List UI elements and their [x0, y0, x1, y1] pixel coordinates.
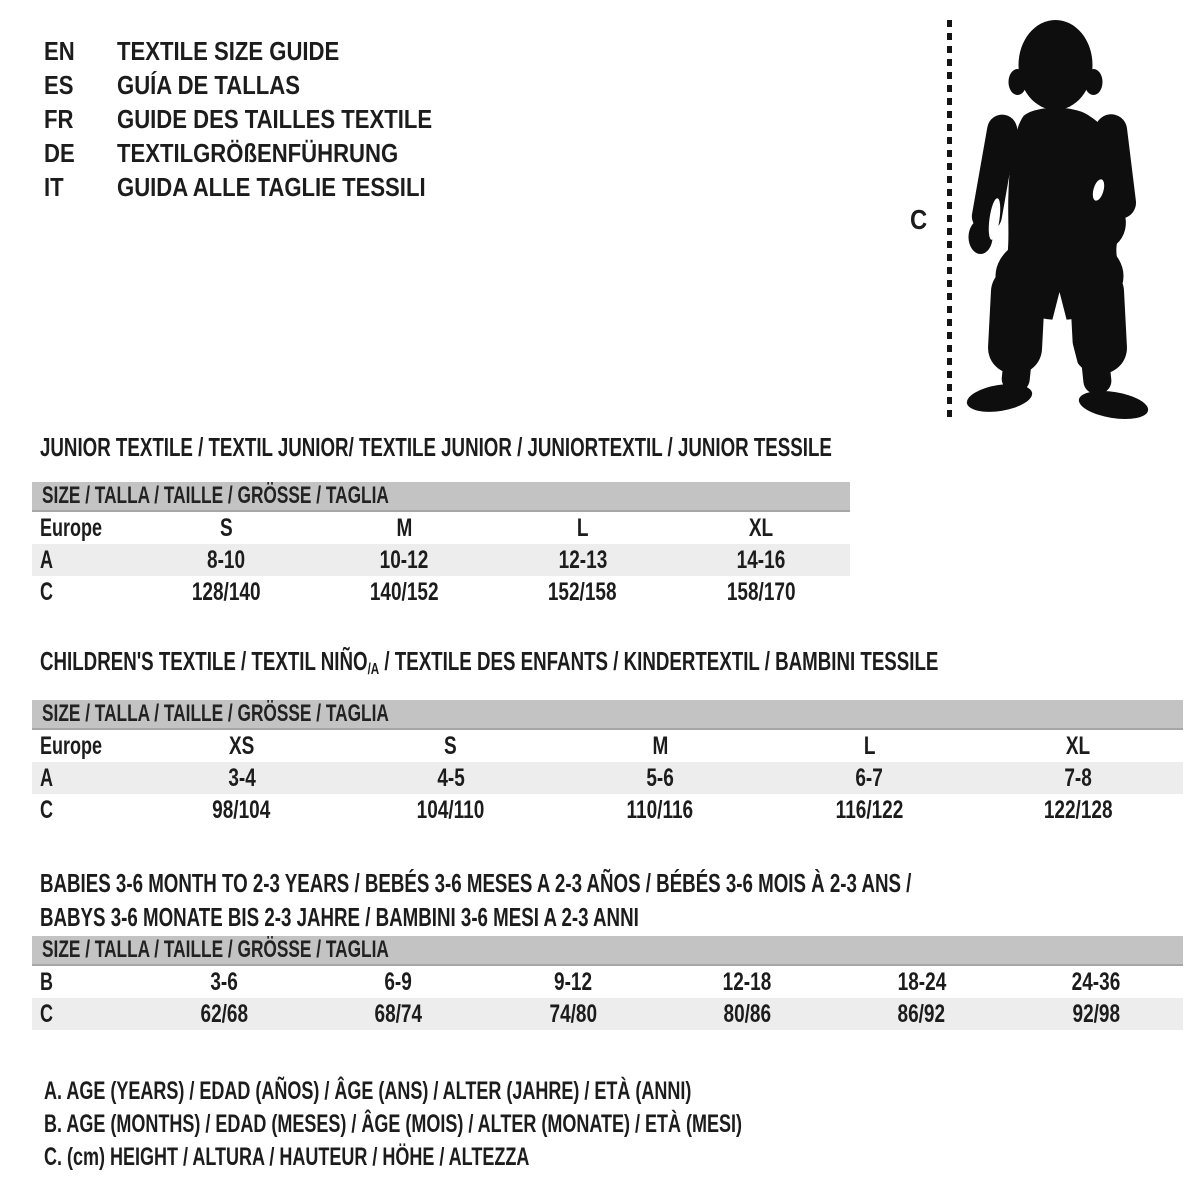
- size-cell: [137, 732, 346, 761]
- size-cell: [315, 578, 493, 607]
- size-cell: [137, 514, 315, 543]
- row-label: [32, 514, 137, 543]
- language-row-en: [44, 34, 488, 68]
- size-table: [32, 730, 1183, 826]
- language-code: [44, 172, 117, 203]
- guide-title: [117, 172, 480, 203]
- table-row-c: [32, 794, 1183, 826]
- size-section-babies: [32, 866, 1183, 1030]
- size-cell-value: XS: [228, 731, 255, 760]
- size-cell-value: 10-12: [380, 545, 429, 574]
- size-header-bar: [32, 482, 850, 512]
- row-label: [32, 546, 137, 575]
- size-cell-value: M: [396, 513, 413, 542]
- legend-line: [44, 1141, 1013, 1174]
- guide-title-label: TEXTILGRÖßENFÜHRUNG: [117, 137, 399, 168]
- size-cell-value: 6-9: [384, 967, 413, 996]
- size-sections: [32, 430, 1183, 1030]
- size-cell-value: L: [576, 513, 589, 542]
- size-cell: [555, 732, 764, 761]
- size-cell-value: 80/86: [723, 999, 771, 1028]
- table-row-c: [32, 998, 1183, 1030]
- size-cell-value: 104/110: [416, 795, 485, 824]
- size-cell-value: 24-36: [1071, 967, 1121, 996]
- size-cell-value: 3-6: [210, 967, 238, 996]
- legend-line-text: C. (cm) HEIGHT / ALTURA / HAUTEUR / HÖHE / ALTEZZA: [44, 1143, 530, 1171]
- size-cell-value: 140/152: [370, 577, 439, 606]
- language-code-label: FR: [44, 103, 74, 134]
- size-cell: [137, 578, 315, 607]
- size-cell-value: 8-10: [207, 545, 246, 574]
- size-cell: [486, 968, 660, 997]
- size-cell: [315, 546, 493, 575]
- size-cell: [137, 764, 346, 793]
- legend-line-text: B. AGE (MONTHS) / EDAD (MESES) / ÂGE (MOIS) / ALTER (MONATE) / ETÀ (MESI): [44, 1110, 742, 1138]
- size-cell-value: 68/74: [374, 999, 423, 1028]
- section-title: [40, 644, 1183, 682]
- size-cell: [346, 732, 555, 761]
- language-code: [44, 36, 117, 67]
- section-title-block: [40, 866, 1183, 934]
- language-code: [44, 138, 117, 169]
- table-row-europe: [32, 512, 850, 544]
- size-cell: [137, 796, 346, 825]
- table-row-b: [32, 966, 1183, 998]
- size-section-children: [32, 644, 1183, 826]
- row-label-text: Europe: [40, 513, 103, 542]
- size-cell: [137, 1000, 311, 1029]
- size-header-label: SIZE / TALLA / TAILLE / GRÖSSE / TAGLIA: [42, 482, 389, 509]
- height-measure-letter: C: [910, 204, 928, 235]
- size-cell-value: 5-6: [646, 763, 674, 792]
- size-cell-value: 86/92: [897, 999, 946, 1028]
- table-row-a: [32, 762, 1183, 794]
- row-label-text: C: [40, 999, 54, 1028]
- legend-line-text: A. AGE (YEARS) / EDAD (AÑOS) / ÂGE (ANS) / ALTER (JAHRE) / ETÀ (ANNI): [44, 1077, 692, 1105]
- size-table: [32, 966, 1183, 1030]
- size-cell: [555, 764, 764, 793]
- section-title: [40, 900, 1183, 934]
- size-cell: [346, 764, 555, 793]
- row-label: [32, 578, 137, 607]
- language-code-label: ES: [44, 69, 74, 100]
- size-cell: [1009, 968, 1183, 997]
- size-cell: [660, 1000, 834, 1029]
- size-cell-value: L: [863, 731, 876, 760]
- section-title-block: [40, 430, 850, 464]
- size-cell: [346, 796, 555, 825]
- guide-title: [117, 138, 448, 169]
- size-header-label: SIZE / TALLA / TAILLE / GRÖSSE / TAGLIA: [42, 700, 389, 727]
- size-cell: [834, 968, 1008, 997]
- size-cell-value: XL: [748, 513, 774, 542]
- guide-title: [117, 36, 378, 67]
- row-label-text: Europe: [40, 731, 103, 760]
- size-cell: [834, 1000, 1008, 1029]
- size-cell-value: 92/98: [1072, 999, 1120, 1028]
- row-label-text: B: [40, 967, 54, 996]
- row-label: [32, 764, 137, 793]
- size-cell-value: 62/68: [200, 999, 248, 1028]
- language-code: [44, 104, 117, 135]
- size-header-label: SIZE / TALLA / TAILLE / GRÖSSE / TAGLIA: [42, 936, 389, 963]
- size-cell-value: 110/116: [626, 795, 694, 824]
- guide-title-label: GUÍA DE TALLAS: [117, 69, 300, 100]
- height-measure-dashed-line: [947, 20, 952, 420]
- guide-title-label: TEXTILE SIZE GUIDE: [117, 35, 340, 66]
- size-cell-value: 9-12: [553, 967, 592, 996]
- language-code: [44, 70, 117, 101]
- size-cell: [137, 546, 315, 575]
- guide-title-label: GUIDE DES TAILLES TEXTILE: [117, 103, 433, 134]
- language-code-label: DE: [44, 137, 75, 168]
- size-cell: [765, 764, 974, 793]
- section-title-label: CHILDREN'S TEXTILE / TEXTIL $NIÑO_{/A}$ / TEXTILE DES ENFANTS / KINDERTEXTIL / BAMBINI TESSILE: [40, 646, 939, 678]
- legend-line: [44, 1108, 1013, 1141]
- size-cell: [765, 796, 974, 825]
- row-label-text: C: [40, 577, 54, 606]
- row-label-text: A: [40, 763, 54, 792]
- size-cell-value: 12-18: [722, 967, 772, 996]
- measure-legend: [44, 1075, 1013, 1174]
- guide-title: [117, 70, 332, 101]
- size-cell: [660, 968, 834, 997]
- row-label: [32, 1000, 137, 1029]
- size-cell: [311, 968, 485, 997]
- size-cell-value: 122/128: [1044, 795, 1113, 824]
- row-label: [32, 732, 137, 761]
- size-cell: [672, 514, 850, 543]
- toddler-silhouette-icon: [963, 14, 1149, 424]
- size-table: [32, 512, 850, 608]
- section-title-label: BABIES 3-6 MONTH TO 2-3 YEARS / BEBÉS 3-6 MESES A 2-3 AÑOS / BÉBÉS 3-6 MOIS À 2-3 ANS /: [40, 868, 912, 898]
- size-cell-value: M: [652, 731, 668, 760]
- size-cell: [555, 796, 764, 825]
- height-measure-label: [910, 204, 930, 236]
- language-row-it: [44, 170, 488, 204]
- section-title: [40, 866, 1183, 900]
- size-cell-value: 14-16: [736, 545, 786, 574]
- size-header-bar: [32, 936, 1183, 966]
- size-cell: [494, 578, 672, 607]
- row-label-text: C: [40, 795, 54, 824]
- table-row-c: [32, 576, 850, 608]
- size-cell: [315, 514, 493, 543]
- size-cell: [494, 514, 672, 543]
- size-header-bar: [32, 700, 1183, 730]
- row-label-text: A: [40, 545, 54, 574]
- guide-title-label: GUIDA ALLE TAGLIE TESSILI: [117, 171, 426, 202]
- size-cell-value: 128/140: [191, 577, 261, 606]
- language-title-list: [44, 34, 488, 204]
- language-row-de: [44, 136, 488, 170]
- size-cell-value: 98/104: [212, 795, 271, 824]
- size-cell-value: 74/80: [549, 999, 597, 1028]
- size-cell-value: 116/122: [835, 795, 904, 824]
- size-cell: [974, 732, 1183, 761]
- size-cell-value: 7-8: [1064, 763, 1093, 792]
- guide-title: [117, 104, 488, 135]
- size-section-junior: [32, 430, 850, 608]
- size-cell-value: 158/170: [726, 577, 796, 606]
- size-cell-value: S: [444, 731, 458, 760]
- size-cell-value: 6-7: [855, 763, 883, 792]
- size-cell: [311, 1000, 485, 1029]
- size-cell: [765, 732, 974, 761]
- size-cell-value: 3-4: [227, 763, 256, 792]
- language-code-label: EN: [44, 35, 75, 66]
- section-title: [40, 430, 850, 464]
- size-cell: [974, 796, 1183, 825]
- size-cell-value: 12-13: [558, 545, 607, 574]
- size-cell: [494, 546, 672, 575]
- size-cell-value: 4-5: [437, 763, 465, 792]
- language-code-label: IT: [44, 171, 64, 202]
- size-cell: [672, 578, 850, 607]
- section-title-label: BABYS 3-6 MONATE BIS 2-3 JAHRE / BAMBINI 3-6 MESI A 2-3 ANNI: [40, 902, 639, 932]
- size-cell: [672, 546, 850, 575]
- size-cell: [486, 1000, 660, 1029]
- size-cell: [137, 968, 311, 997]
- table-row-europe: [32, 730, 1183, 762]
- row-label: [32, 968, 137, 997]
- language-row-fr: [44, 102, 488, 136]
- size-cell: [1009, 1000, 1183, 1029]
- legend-line: [44, 1075, 1013, 1108]
- size-cell-value: 18-24: [897, 967, 946, 996]
- size-cell-value: S: [219, 513, 233, 542]
- size-cell: [974, 764, 1183, 793]
- section-title-label: JUNIOR TEXTILE / TEXTIL JUNIOR/ TEXTILE JUNIOR / JUNIORTEXTIL / JUNIOR TESSILE: [40, 432, 832, 462]
- section-title-block: [40, 644, 1183, 682]
- size-cell-value: XL: [1066, 731, 1091, 760]
- row-label: [32, 796, 137, 825]
- size-cell-value: 152/158: [548, 577, 617, 606]
- table-row-a: [32, 544, 850, 576]
- language-row-es: [44, 68, 488, 102]
